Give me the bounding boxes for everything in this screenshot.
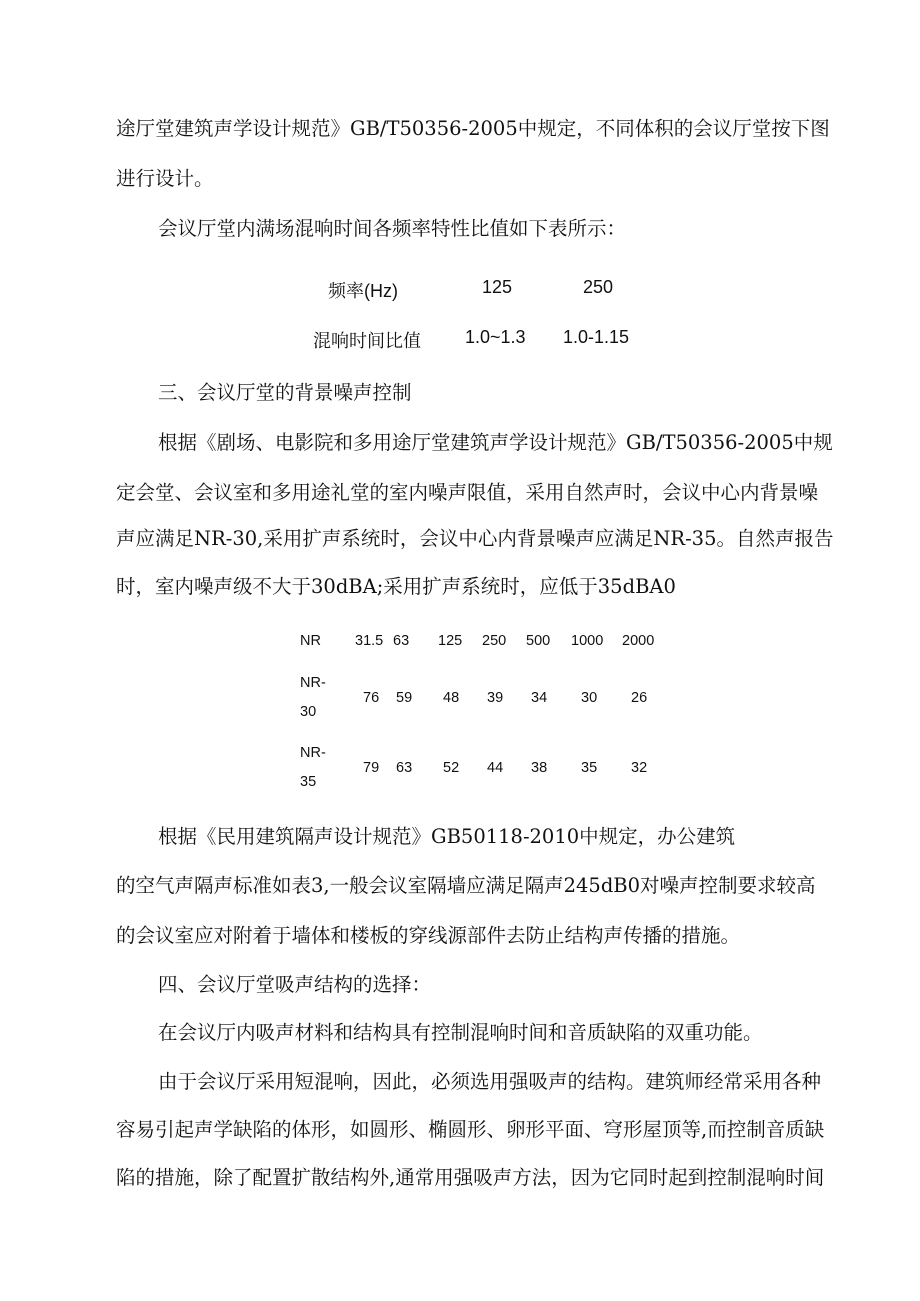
table-row-label: NR- <box>300 675 326 691</box>
table-cell: 1.0~1.3 <box>465 327 526 347</box>
table-row-label: 30 <box>300 704 317 720</box>
table-row-label: 35 <box>300 774 317 790</box>
paragraph-line: 的会议室应对附着于墙体和楼板的穿线源部件去防止结构声传播的措施。 <box>116 924 741 947</box>
table-header-cell: 125 <box>438 633 463 649</box>
paragraph-line: 会议厅堂内满场混响时间各频率特性比值如下表所示： <box>158 217 627 240</box>
paragraph-line: 容易引起声学缺陷的体形，如圆形、椭圆形、卵形平面、穹形屋顶等,而控制音质缺 <box>116 1118 825 1141</box>
paragraph-line: 陷的措施，除了配置扩散结构外,通常用强吸声方法，因为它同时起到控制混响时间 <box>116 1166 825 1189</box>
table-cell: 48 <box>443 690 460 706</box>
table-cell: 32 <box>631 760 648 776</box>
paragraph-line: 的空气声隔声标准如表3,一般会议室隔墙应满足隔声245dB0对噪声控制要求较高 <box>116 874 816 897</box>
table-cell: 34 <box>531 690 548 706</box>
table-cell: 39 <box>487 690 504 706</box>
paragraph-line: 途厅堂建筑声学设计规范》GB/T50356-2005中规定，不同体积的会议厅堂按下图 <box>116 117 830 140</box>
table-cell: 79 <box>363 760 380 776</box>
table-row-label: 混响时间比值 <box>313 331 421 351</box>
table-header-cell: 1000 <box>571 633 604 649</box>
table-cell: 52 <box>443 760 460 776</box>
paragraph-line: 时，室内噪声级不大于30dBA;采用扩声系统时，应低于35dBA0 <box>116 575 676 598</box>
table-cell: 26 <box>631 690 648 706</box>
table-header-cell: 250 <box>583 277 614 297</box>
table-cell: 44 <box>487 760 504 776</box>
paragraph-line: 声应满足NR-30,采用扩声系统时，会议中心内背景噪声应满足NR-35。自然声报告 <box>116 527 834 550</box>
paragraph-line: 定会堂、会议室和多用途礼堂的室内噪声限值，采用自然声时，会议中心内背景噪 <box>116 481 819 504</box>
table-header-cell: 63 <box>393 633 410 649</box>
table-cell: 1.0-1.15 <box>563 327 630 347</box>
table-cell: 30 <box>581 690 598 706</box>
paragraph-line: 根据《剧场、电影院和多用途厅堂建筑声学设计规范》GB/T50356-2005中规 <box>158 431 833 454</box>
table-header-cell: 500 <box>526 633 551 649</box>
table-header-cell: 31.5 <box>355 633 384 649</box>
section-heading: 三、会议厅堂的背景噪声控制 <box>158 381 412 404</box>
paragraph-line: 在会议厅内吸声材料和结构具有控制混响时间和音质缺陷的双重功能。 <box>158 1021 763 1044</box>
table-row-label: NR- <box>300 745 326 761</box>
table-header-cell: 250 <box>482 633 507 649</box>
table-cell: 76 <box>363 690 380 706</box>
section-heading: 四、会议厅堂吸声结构的选择： <box>158 973 432 996</box>
table-header-cell: 2000 <box>622 633 655 649</box>
table-header-label: 频率(Hz) <box>328 281 398 301</box>
paragraph-line: 由于会议厅采用短混响，因此，必须选用强吸声的结构。建筑师经常采用各种 <box>158 1070 822 1093</box>
paragraph-line: 根据《民用建筑隔声设计规范》GB50118-2010中规定，办公建筑 <box>158 825 736 848</box>
table-cell: 38 <box>531 760 548 776</box>
table-cell: 35 <box>581 760 598 776</box>
table-cell: 63 <box>396 760 413 776</box>
table-cell: 59 <box>396 690 413 706</box>
paragraph-line: 进行设计。 <box>116 167 214 190</box>
table-header-cell: NR <box>300 633 321 649</box>
table-header-cell: 125 <box>482 277 513 297</box>
